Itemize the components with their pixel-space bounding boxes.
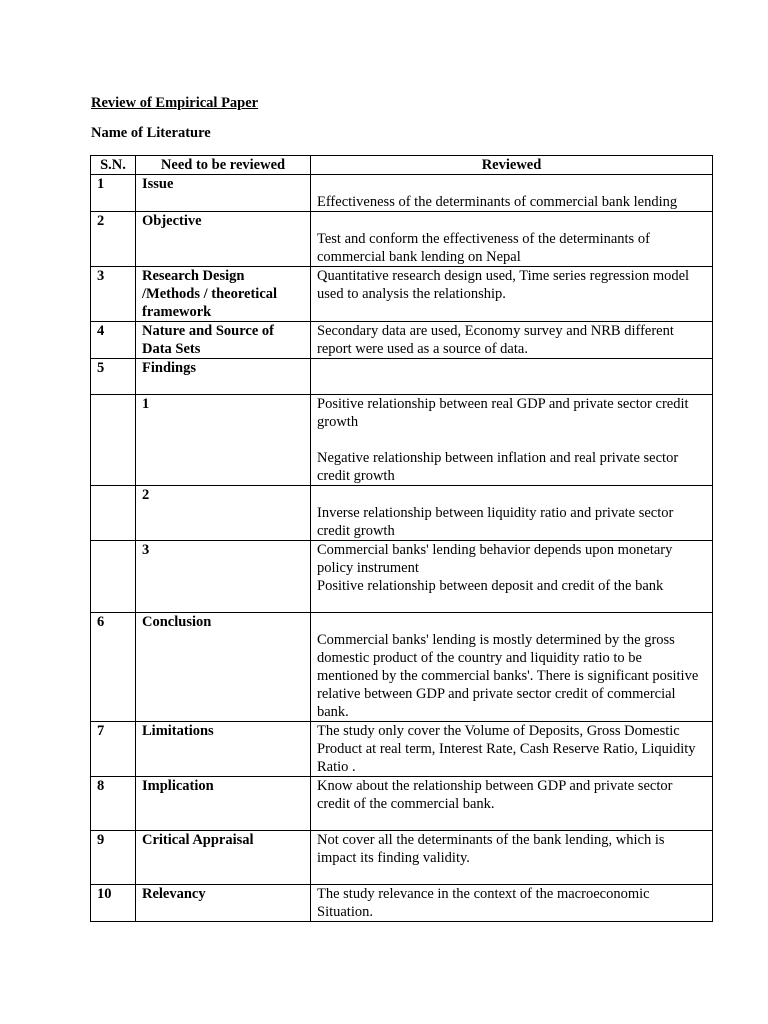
table-row [91,395,713,486]
row-reviewed [311,175,713,212]
row-sn: 2 [91,212,136,267]
table-header-row [91,156,713,175]
row-need: 1 [136,395,311,486]
reviewed-text: Quantitative research design used, Time series regression model used to analysis the relationship. [317,268,690,302]
table-row [91,212,713,267]
header-reviewed: Reviewed [311,156,713,175]
reviewed-text: Commercial banks' lending behavior depends upon monetary policy instrument [317,542,673,576]
row-need: Research Design /Methods / theoretical framework [136,267,311,322]
row-need: Issue [136,175,311,212]
row-need: 3 [136,541,311,613]
table-row [91,777,713,831]
row-reviewed [311,395,713,486]
row-need: Relevancy [136,885,311,922]
row-need: Implication [136,777,311,831]
row-need: 2 [136,486,311,541]
row-sn [91,395,136,486]
table-row [91,722,713,777]
reviewed-text: Not cover all the determinants of the bank lending, which is impact its finding validity. [317,832,665,866]
table-row [91,486,713,541]
row-sn: 5 [91,359,136,395]
row-sn: 9 [91,831,136,885]
reviewed-text: Commercial banks' lending is mostly determined by the gross domestic product of the country and liquidity ratio to be mentioned by the commercial banks'. There is significant positive relative between GDP and private sector credit of commercial bank. [317,632,699,720]
row-reviewed [311,486,713,541]
row-sn: 10 [91,885,136,922]
row-sn: 8 [91,777,136,831]
page-title: Review of Empirical Paper [91,95,259,111]
row-reviewed [311,885,713,922]
row-reviewed [311,722,713,777]
table-row [91,831,713,885]
row-sn [91,486,136,541]
row-need: Findings [136,359,311,395]
reviewed-text: Positive relationship between real GDP and private sector credit growth [317,396,689,430]
row-reviewed [311,322,713,359]
row-sn: 7 [91,722,136,777]
row-sn: 4 [91,322,136,359]
row-reviewed [311,831,713,885]
table-row [91,322,713,359]
row-need: Nature and Source of Data Sets [136,322,311,359]
row-reviewed [311,267,713,322]
row-need: Conclusion [136,613,311,722]
reviewed-text: The study only cover the Volume of Deposits, Gross Domestic Product at real term, Interest Rate, Cash Reserve Ratio, Liquidity Ratio . [317,723,696,775]
row-reviewed [311,541,713,613]
header-need: Need to be reviewed [136,156,311,175]
row-sn: 3 [91,267,136,322]
row-reviewed [311,777,713,831]
row-reviewed [311,613,713,722]
reviewed-text: Positive relationship between deposit and credit of the bank [317,578,664,594]
row-need: Limitations [136,722,311,777]
table-row [91,541,713,613]
reviewed-text: Know about the relationship between GDP and private sector credit of the commercial bank. [317,778,673,812]
reviewed-text: Inverse relationship between liquidity ratio and private sector credit growth [317,505,674,539]
row-sn [91,541,136,613]
row-need: Critical Appraisal [136,831,311,885]
table-row [91,885,713,922]
table-row [91,267,713,322]
row-reviewed [311,359,713,395]
reviewed-text: Effectiveness of the determinants of commercial bank lending [317,194,678,210]
literature-name-label: Name of Literature [91,125,211,141]
table-row [91,359,713,395]
table-row [91,175,713,212]
row-sn: 6 [91,613,136,722]
row-need: Objective [136,212,311,267]
review-table [90,155,713,922]
reviewed-text: Negative relationship between inflation and real private sector credit growth [317,450,679,484]
reviewed-text: The study relevance in the context of the macroeconomic Situation. [317,886,650,920]
row-sn: 1 [91,175,136,212]
header-sn: S.N. [91,156,136,175]
table-row [91,613,713,722]
reviewed-text: Test and conform the effectiveness of the determinants of commercial bank lending on Nepal [317,231,650,265]
row-reviewed [311,212,713,267]
reviewed-text: Secondary data are used, Economy survey and NRB different report were used as a source of data. [317,323,674,357]
